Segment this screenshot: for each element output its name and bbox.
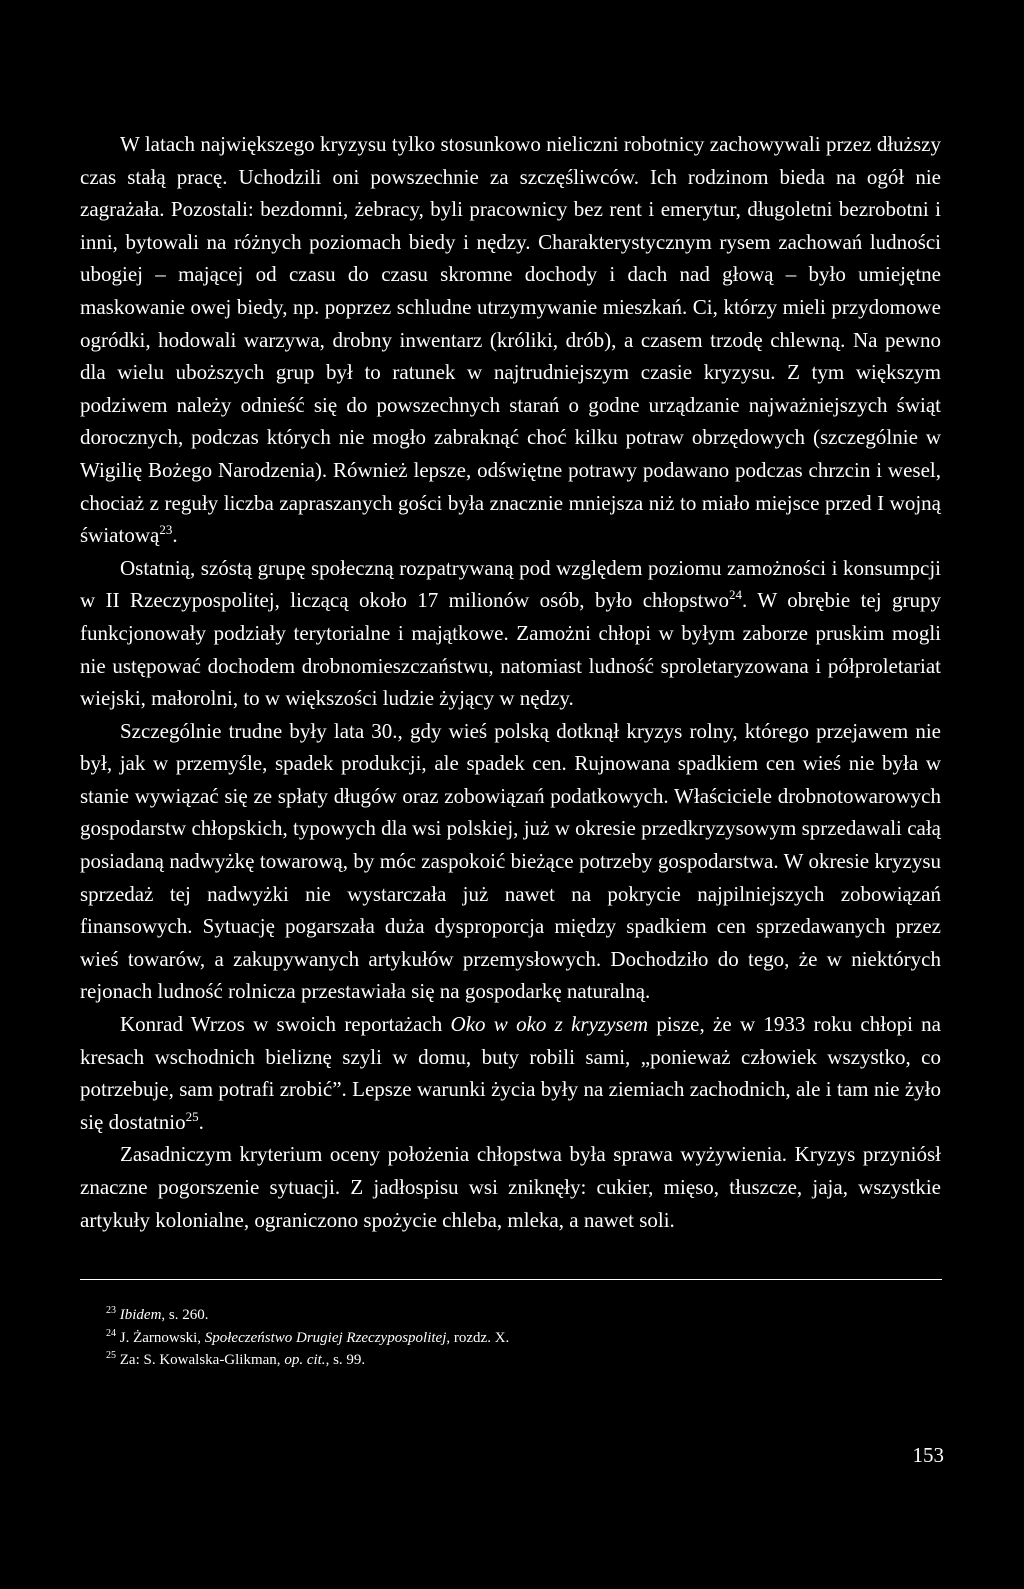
paragraph-4	[80, 1008, 941, 1138]
paragraph-4-text-a: Konrad Wrzos w swoich reportażach	[120, 1012, 451, 1037]
footnote-text: , rozdz. X.	[446, 1329, 510, 1346]
footnote-text: , s. 260.	[161, 1307, 209, 1323]
paragraph-5	[80, 1138, 941, 1236]
footnote-italic: Ibidem	[119, 1307, 162, 1323]
paragraph-3-text: Szczególnie trudne były lata 30., gdy wieś polską dotknął kryzys rolny, którego przejawem nie był, jak w przemyśle, spadek produkcji, ale spadek cen. Rujnowana spadkiem cen wieś nie była w stanie wywiązać się ze spłaty długów oraz zobowiązań podatkowych. Właściciele drobnotowarowych gospodarstw chłopskich, typowych dla wsi polskiej, już w okresie przedkryzysowym sprzedawali całą posiadaną nadwyżkę towarową, by móc zaspokoić bieżące potrzeby gospodarstwa. W okresie kryzysu sprzedaż tej nadwyżki nie wystarczała już nawet na pokrycie najpilniejszych zobowiązań finansowych. Sytuację pogarszała duża dysproporcja między spadkiem cen sprzedawanych przez wieś towarów, a zakupywanych artykułów przemysłowych. Dochodziło do tego, że w niektórych rejonach ludność rolnicza przestawiała się na gospodarkę naturalną.	[80, 718, 941, 1004]
footnote-number: 24	[106, 1327, 116, 1339]
footnotes	[106, 1304, 926, 1372]
footnote-number: 25	[106, 1350, 116, 1361]
page-number: 153	[912, 1443, 944, 1467]
footnote-number: 23	[106, 1305, 116, 1316]
paragraph-2-text-a: Ostatnią, szóstą grupę społeczną rozpatrywaną pod względem poziomu zamożności i konsumpcji w II Rzeczypospolitej, liczącą około 17 milionów osób, było chłopstwo	[80, 555, 941, 613]
footnote-24	[106, 1327, 926, 1350]
paragraph-2	[80, 552, 941, 715]
paragraph-5-text: Zasadniczym kryterium oceny położenia chłopstwa była sprawa wyżywienia. Kryzys przyniósł znaczne pogorszenie sytuacji. Z jadłospisu wsi zniknęły: cukier, mięso, tłuszcze, jaja, wszystkie artykuły kolonialne, ograniczono spożycie chleba, mleka, a nawet soli.	[80, 1142, 941, 1232]
footnote-25	[106, 1349, 926, 1372]
footnote-ref-25[interactable]: 25	[185, 1108, 199, 1124]
footnote-ref-24[interactable]: 24	[729, 587, 743, 603]
footnote-23	[106, 1304, 926, 1327]
paragraph-2-text-b: . W obrębie tej grupy funkcjonowały podziały terytorialne i majątkowe. Zamożni chłopi w byłym zaborze pruskim mogli nie ustępować dochodem drobnomieszczaństwu, natomiast ludność sproletaryzowana i półproletariat wiejski, małorolni, to w większości ludzie żyjący w nędzy.	[80, 588, 942, 711]
book-title: Oko w oko z kryzysem	[450, 1012, 649, 1037]
paragraph-3	[80, 715, 941, 1008]
footnote-italic: op. cit.	[284, 1352, 326, 1368]
footnote-text: , s. 99.	[325, 1352, 366, 1368]
paragraph-1-end: .	[172, 523, 178, 548]
footnote-author: J. Żarnowski,	[119, 1329, 205, 1346]
paragraph-4-text-b: pisze, że w 1933 roku chłopi na kresach wschodnich bieliznę szyli w domu, buty robili sami, „ponieważ człowiek wszystko, co potrzebuje, sam potrafi zrobić”. Lepsze warunki życia były na ziemiach zachodnich, ale i tam nie żyło się dostatnio	[80, 1012, 942, 1134]
paragraph-4-end: .	[198, 1109, 204, 1134]
paragraph-1-text: W latach największego kryzysu tylko stosunkowo nieliczni robotnicy zachowywali przez dłuższy czas stałą pracę. Uchodzili oni powszechnie za szczęśliwców. Ich rodzinom bieda na ogół nie zagrażała. Pozostali: bezdomni, żebracy, byli pracownicy bez rent i emerytur, długoletni bezrobotni i inni, bytowali na różnych poziomach biedy i nędzy. Charakterystycznym rysem zachowań ludności ubogiej – mającej od czasu do czasu skromne dochody i dach nad głową – było umiejętne maskowanie owej biedy, np. poprzez schludne utrzymywanie mieszkań. Ci, którzy mieli przydomowe ogródki, hodowali warzywa, drobny inwentarz (króliki, drób), a czasem trzodę chlewną. Na pewno dla wielu uboższych grup był to ratunek w najtrudniejszym czasie kryzysu. Z tym większym podziwem należy odnieść się do powszechnych starań o godne urządzanie najważniejszych świąt dorocznych, podczas których nie mogło zabraknąć choć kilku potraw obrzędowych (szczególnie w Wigilię Bożego Narodzenia). Również lepsze, odświętne potrawy podawano podczas chrzcin i wesel, chociaż z reguły liczba zapraszanych gości była znacznie mniejsza niż to miało miejsce przed I wojną światową	[80, 132, 941, 548]
footnote-italic: Społeczeństwo Drugiej Rzeczypospolitej	[204, 1329, 447, 1346]
footnote-ref-23[interactable]: 23	[159, 522, 173, 538]
footnote-divider	[80, 1279, 942, 1280]
footnote-author: Za: S. Kowalska-Glikman,	[119, 1352, 285, 1368]
paragraph-1	[80, 128, 941, 552]
main-text	[80, 128, 941, 1236]
